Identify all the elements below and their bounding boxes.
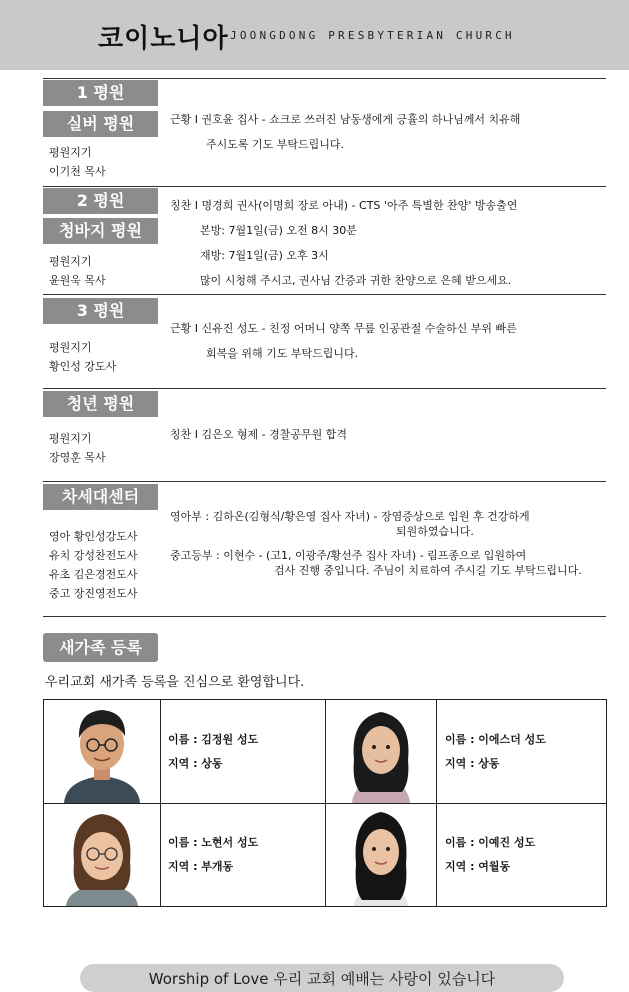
- member-area: 지역 : 부개동: [168, 860, 234, 873]
- staff-item: 유초 김은경전도사: [49, 568, 138, 581]
- member-info: [168, 831, 258, 879]
- member-info: [445, 728, 546, 776]
- member-area: 지역 : 상동: [445, 757, 500, 770]
- section-5-badge: 차세대센터: [43, 484, 158, 510]
- entry-line: 근황 I 권호윤 집사 - 쇼크로 쓰러진 남동생에게 긍휼의 하나님께서 치유해: [170, 113, 521, 126]
- page-header: [0, 0, 629, 70]
- entry-line: 영아부 : 김하온(김형식/황은영 집사 자녀) - 장염증상으로 입원 후 건강하게: [170, 510, 530, 523]
- pastor-name: 황인성 강도사: [49, 360, 117, 373]
- section-1-pastor: [49, 143, 106, 181]
- pastor-label: 평원지기: [49, 341, 92, 354]
- header-subtitle: JOONGDONG PRESBYTERIAN CHURCH: [230, 29, 515, 42]
- member-info: [445, 831, 535, 879]
- pastor-name: 윤원욱 목사: [49, 274, 106, 287]
- section-2-badge: 2 평원: [43, 188, 158, 214]
- section-4-badge: 청년 평원: [43, 391, 158, 417]
- entry-line: 많이 시청해 주시고, 권사님 간증과 귀한 찬양으로 은혜 받으세요.: [200, 274, 512, 287]
- section-4-pastor: [49, 429, 106, 467]
- section-5-entry: [170, 509, 582, 578]
- member-name: 이름 : 노현서 성도: [168, 836, 259, 849]
- staff-item: 유치 강성찬전도사: [49, 549, 138, 562]
- member-info: [168, 728, 258, 776]
- section-1-badge: 1 평원: [43, 80, 158, 106]
- person-photo-icon: [326, 700, 436, 803]
- entry-line: 본방: 7월1일(금) 오전 8시 30분: [200, 224, 357, 237]
- section-divider: [43, 616, 606, 617]
- section-divider: [43, 481, 606, 482]
- entry-line: 재방: 7월1일(금) 오후 3시: [200, 249, 329, 262]
- member-photo: [44, 804, 160, 906]
- section-1-entry: [170, 107, 520, 157]
- entry-line: 퇴원하였습니다.: [396, 525, 474, 538]
- pastor-label: 평원지기: [49, 146, 92, 159]
- person-photo-icon: [44, 700, 160, 803]
- section-4-entry: [170, 422, 347, 447]
- pastor-label: 평원지기: [49, 432, 92, 445]
- section-divider: [43, 78, 606, 79]
- pastor-name: 장영훈 목사: [49, 451, 106, 464]
- section-5-staff: [49, 527, 138, 603]
- header-title: 코이노니아: [98, 24, 229, 54]
- entry-line: 근황 I 신유진 성도 - 친정 어머니 양쪽 무릎 인공관절 수술하신 부위 빠른: [170, 322, 517, 335]
- member-photo: [326, 700, 436, 803]
- section-2-subbadge: 청바지 평원: [43, 218, 158, 244]
- section-1-subbadge: 실버 평원: [43, 111, 158, 137]
- section-3-entry: [170, 316, 517, 366]
- footer-text: Worship of Love 우리 교회 예배는 사랑이 있습니다: [148, 970, 496, 988]
- staff-item: 중고 장진영전도사: [49, 587, 138, 600]
- person-photo-icon: [44, 804, 160, 906]
- section-divider: [43, 186, 606, 187]
- entry-line: 회복을 위해 기도 부탁드립니다.: [206, 347, 359, 360]
- entry-line: 칭찬 I 명경희 권사(이명희 장로 아내) - CTS '아주 특별한 찬양' 방송출연: [170, 199, 518, 212]
- entry-line: 중고등부 : 이현수 - (고1, 이광주/황선주 집사 자녀) - 림프종으로 입원하여: [170, 549, 527, 562]
- member-area: 지역 : 여월동: [445, 860, 511, 873]
- section-3-pastor: [49, 338, 116, 376]
- member-photo: [326, 804, 436, 906]
- pastor-label: 평원지기: [49, 255, 92, 268]
- new-family-welcome: 우리교회 새가족 등록을 진심으로 환영합니다.: [45, 675, 305, 690]
- section-divider: [43, 294, 606, 295]
- member-name: 이름 : 김정원 성도: [168, 733, 259, 746]
- member-name: 이름 : 이에스더 성도: [445, 733, 546, 746]
- entry-line: 칭찬 I 김은오 형제 - 경찰공무원 합격: [170, 428, 347, 441]
- new-family-grid: [43, 699, 607, 907]
- section-2-entry: [170, 193, 517, 293]
- member-area: 지역 : 상동: [168, 757, 223, 770]
- new-family-badge: 새가족 등록: [43, 633, 158, 662]
- section-3-badge: 3 평원: [43, 298, 158, 324]
- entry-line: 주시도록 기도 부탁드립니다.: [206, 138, 345, 151]
- member-photo: [44, 700, 160, 803]
- entry-line: 검사 진행 중입니다. 주님이 치료하여 주시길 기도 부탁드립니다.: [274, 564, 582, 577]
- person-photo-icon: [326, 804, 436, 906]
- section-divider: [43, 388, 606, 389]
- staff-item: 영아 황인성강도사: [49, 530, 138, 543]
- member-name: 이름 : 이예진 성도: [445, 836, 536, 849]
- footer-bar: [80, 964, 564, 992]
- section-2-pastor: [49, 252, 106, 290]
- pastor-name: 이기천 목사: [49, 165, 106, 178]
